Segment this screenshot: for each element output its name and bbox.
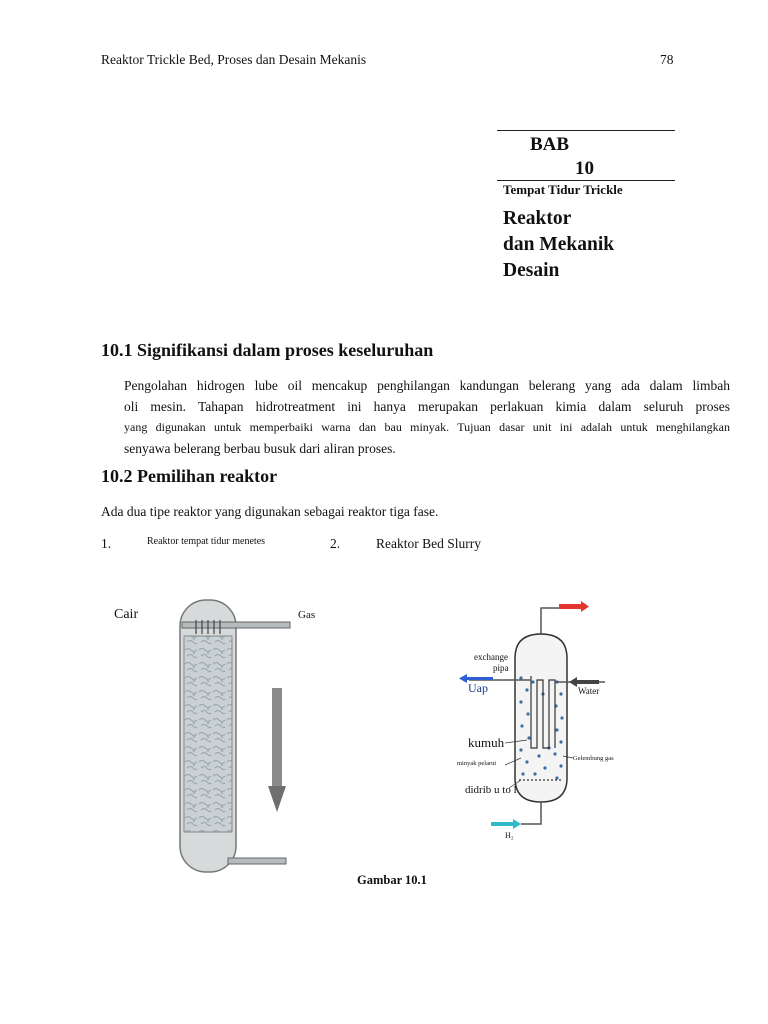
section-paragraph [124,375,730,459]
flow-arrow-shaft [272,688,282,788]
distributor-label: didrib u to l [465,784,517,796]
slurry-bed-reactor-figure [455,598,635,846]
outlet-pipe [228,858,286,864]
chapter-heading-box [497,130,675,197]
chapter-top-rule [497,130,675,131]
chapter-title [503,206,614,284]
red-arrow-shaft [559,604,581,609]
gas-bubble-label: Gelembung gas [573,755,614,762]
mud-label: kumuh [468,735,505,750]
chapter-mid-rule [497,180,675,181]
reactor-vessel [515,634,567,802]
chapter-title-line: Desain [503,260,560,281]
chapter-title-line: Reaktor [503,208,572,229]
section-intro: Ada dua tipe reaktor yang digunakan sebagai reaktor tiga fase. [101,504,439,519]
page-number: 78 [660,52,674,67]
pipe-label: pipa [493,663,509,673]
section-heading: 10.1 Signifikansi dalam proses keseluruhan [101,340,434,360]
water-label: Water [578,686,600,696]
chapter-number: 10 [575,158,594,179]
gas-label: Gas [298,609,316,621]
paragraph-line: Pengolahan hidrogen lube oil mencakup penghilangan kandungan belerang yang ada dalam limbah [124,378,730,393]
top-outlet-pipe [541,608,559,636]
steam-label: Uap [468,681,488,695]
paragraph-line: oli mesin. Tahapan hidrotreatment ini hanya merupakan perlakuan kimia dalam seluruh proses [124,399,730,414]
list-number: 2. [330,536,341,551]
liquid-label: Cair [114,607,139,622]
list-item-label: Reaktor tempat tidur menetes [147,536,266,547]
inlet-pipe [182,622,290,628]
paragraph-line: senyawa belerang berbau busuk dari aliran proses. [124,441,396,456]
dark-arrow-head [569,677,577,687]
section-heading: 10.2 Pemilihan reaktor [101,466,278,486]
packed-bed [184,636,232,832]
flow-arrow-head [268,786,286,812]
chapter-title-line: dan Mekanik [503,234,615,255]
blue-arrow-head [459,674,467,683]
trickle-bed-reactor-figure [100,590,340,880]
cyan-arrow-head [513,819,521,829]
exchange-label: exchange [474,652,508,662]
figure-caption: Gambar 10.1 [357,873,427,887]
red-arrow-head [581,601,589,612]
running-title: Reaktor Trickle Bed, Proses dan Desain Mekanis [101,52,367,67]
chapter-label: BAB [530,134,570,155]
cyan-arrow-shaft [491,822,513,826]
solvent-label: minyak pelarut [457,760,497,767]
bottom-inlet-pipe [521,802,541,824]
chapter-subtitle: Tempat Tidur Trickle [503,182,623,197]
dark-arrow-shaft [577,680,599,684]
list-number: 1. [101,536,112,551]
h2-label: H₂ [505,831,514,840]
paragraph-line: yang digunakan untuk memperbaiki warna dan bau minyak. Tujuan dasar unit ini adalah untuk menghilangkan [124,420,730,434]
list-item-label: Reaktor Bed Slurry [376,536,481,551]
blue-arrow-shaft [467,677,493,680]
